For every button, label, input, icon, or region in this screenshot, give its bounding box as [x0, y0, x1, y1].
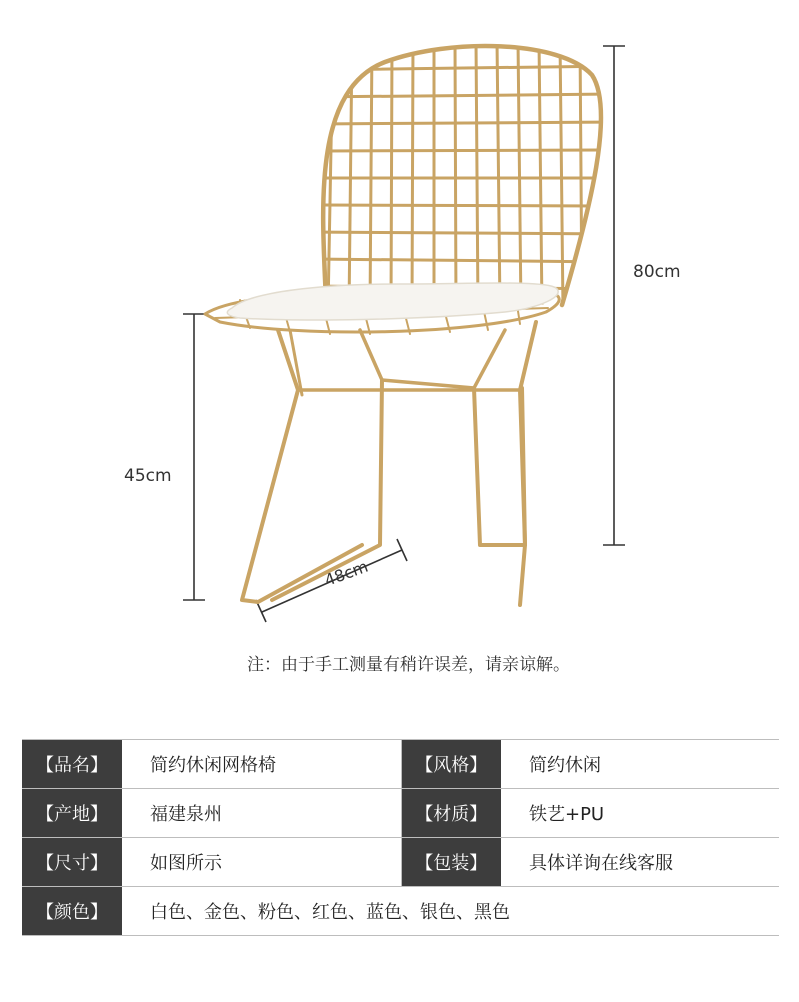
origin-value: 福建泉州 — [122, 789, 401, 838]
origin-key: 【产地】 — [22, 789, 122, 838]
spec-row — [22, 887, 779, 936]
colors-value: 白色、金色、粉色、红色、蓝色、银色、黑色 — [122, 887, 779, 936]
seat-cushion — [227, 283, 558, 320]
packaging-value: 具体详询在线客服 — [501, 838, 779, 887]
dimension-line-total-height — [603, 46, 625, 545]
seat-height-label: 45cm — [124, 466, 172, 486]
spec-row — [22, 740, 779, 789]
packaging-key: 【包装】 — [401, 838, 501, 887]
material-value: 铁艺+PU — [501, 789, 779, 838]
spec-row — [22, 838, 779, 887]
style-value: 简约休闲 — [501, 740, 779, 789]
product-name-key: 【品名】 — [22, 740, 122, 789]
style-key: 【风格】 — [401, 740, 501, 789]
spec-table — [22, 739, 779, 936]
product-name-value: 简约休闲网格椅 — [122, 740, 401, 789]
dimension-line-seat-height — [183, 314, 205, 600]
size-value: 如图所示 — [122, 838, 401, 887]
size-key: 【尺寸】 — [22, 838, 122, 887]
total-height-label: 80cm — [633, 262, 681, 282]
seat-width-label: 48cm — [322, 556, 371, 590]
colors-key: 【颜色】 — [22, 887, 122, 936]
spec-row — [22, 789, 779, 838]
measurement-note: 注：由于手工测量有稍许误差，请亲谅解。 — [247, 655, 570, 675]
chair-frame — [205, 40, 620, 605]
material-key: 【材质】 — [401, 789, 501, 838]
